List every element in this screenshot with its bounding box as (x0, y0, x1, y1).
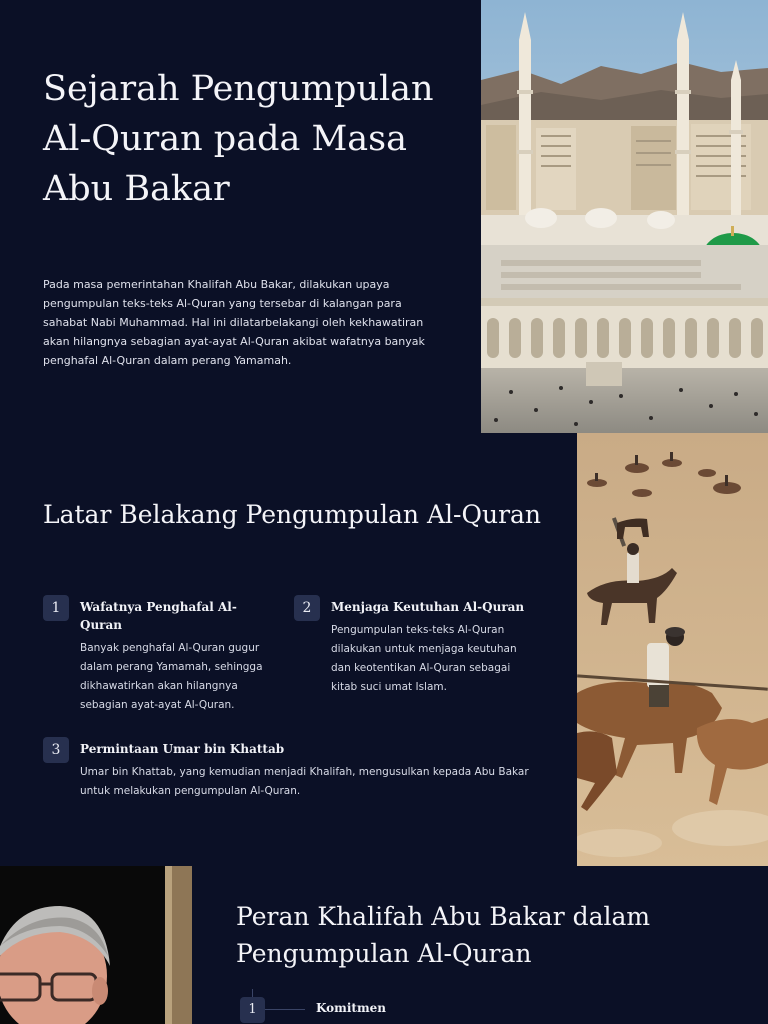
timeline-connector (265, 1009, 305, 1010)
number-badge: 1 (43, 595, 69, 621)
section-title: Peran Khalifah Abu Bakar dalam Pengumpulan Al-Quran (236, 902, 651, 968)
intro-slide (0, 0, 768, 433)
reason-description: Banyak penghafal Al-Quran gugur dalam perang Yamamah, sehingga dikhawatirkan akan hilangnya sebagian ayat-ayat Al-Quran. (80, 642, 263, 711)
intro-paragraph: Pada masa pemerintahan Khalifah Abu Bakar, dilakukan upaya pengumpulan teks-teks Al-Quran yang tersebar di kalangan para sahabat Nabi Muhammad. Hal ini dilatarbelakangi oleh kekhawatiran akan hilangnya sebagian ayat-ayat Al-Quran akibat wafatnya banyak penghafal Al-Quran dalam perang Yamamah. (43, 278, 425, 367)
reason-description: Umar bin Khattab, yang kemudian menjadi Khalifah, mengusulkan kepada Abu Bakar untuk melakukan pengumpulan Al-Quran. (80, 766, 529, 797)
battle-horses-photo (577, 433, 768, 866)
number-badge: 2 (294, 595, 320, 621)
section-title: Latar Belakang Pengumpulan Al-Quran (43, 500, 542, 529)
reason-title: Menjaga Keutuhan Al-Quran (331, 600, 525, 614)
reason-description: Pengumpulan teks-teks Al-Quran dilakukan untuk menjaga keutuhan dan keotentikan Al-Quran sebagai kitab suci umat Islam. (331, 624, 517, 693)
reason-title: Wafatnya Penghafal Al-Quran (80, 600, 237, 632)
page-title: Sejarah Pengumpulan Al-Quran pada Masa Abu Bakar (43, 69, 434, 209)
mosque-photo (481, 0, 768, 433)
reason-title: Permintaan Umar bin Khattab (80, 742, 285, 756)
step-label: Komitmen (316, 1001, 387, 1015)
portrait-photo (0, 866, 192, 1024)
step-number-badge: 1 (240, 997, 265, 1023)
role-slide (0, 866, 768, 1024)
background-slide (0, 433, 768, 866)
number-badge: 3 (43, 737, 69, 763)
